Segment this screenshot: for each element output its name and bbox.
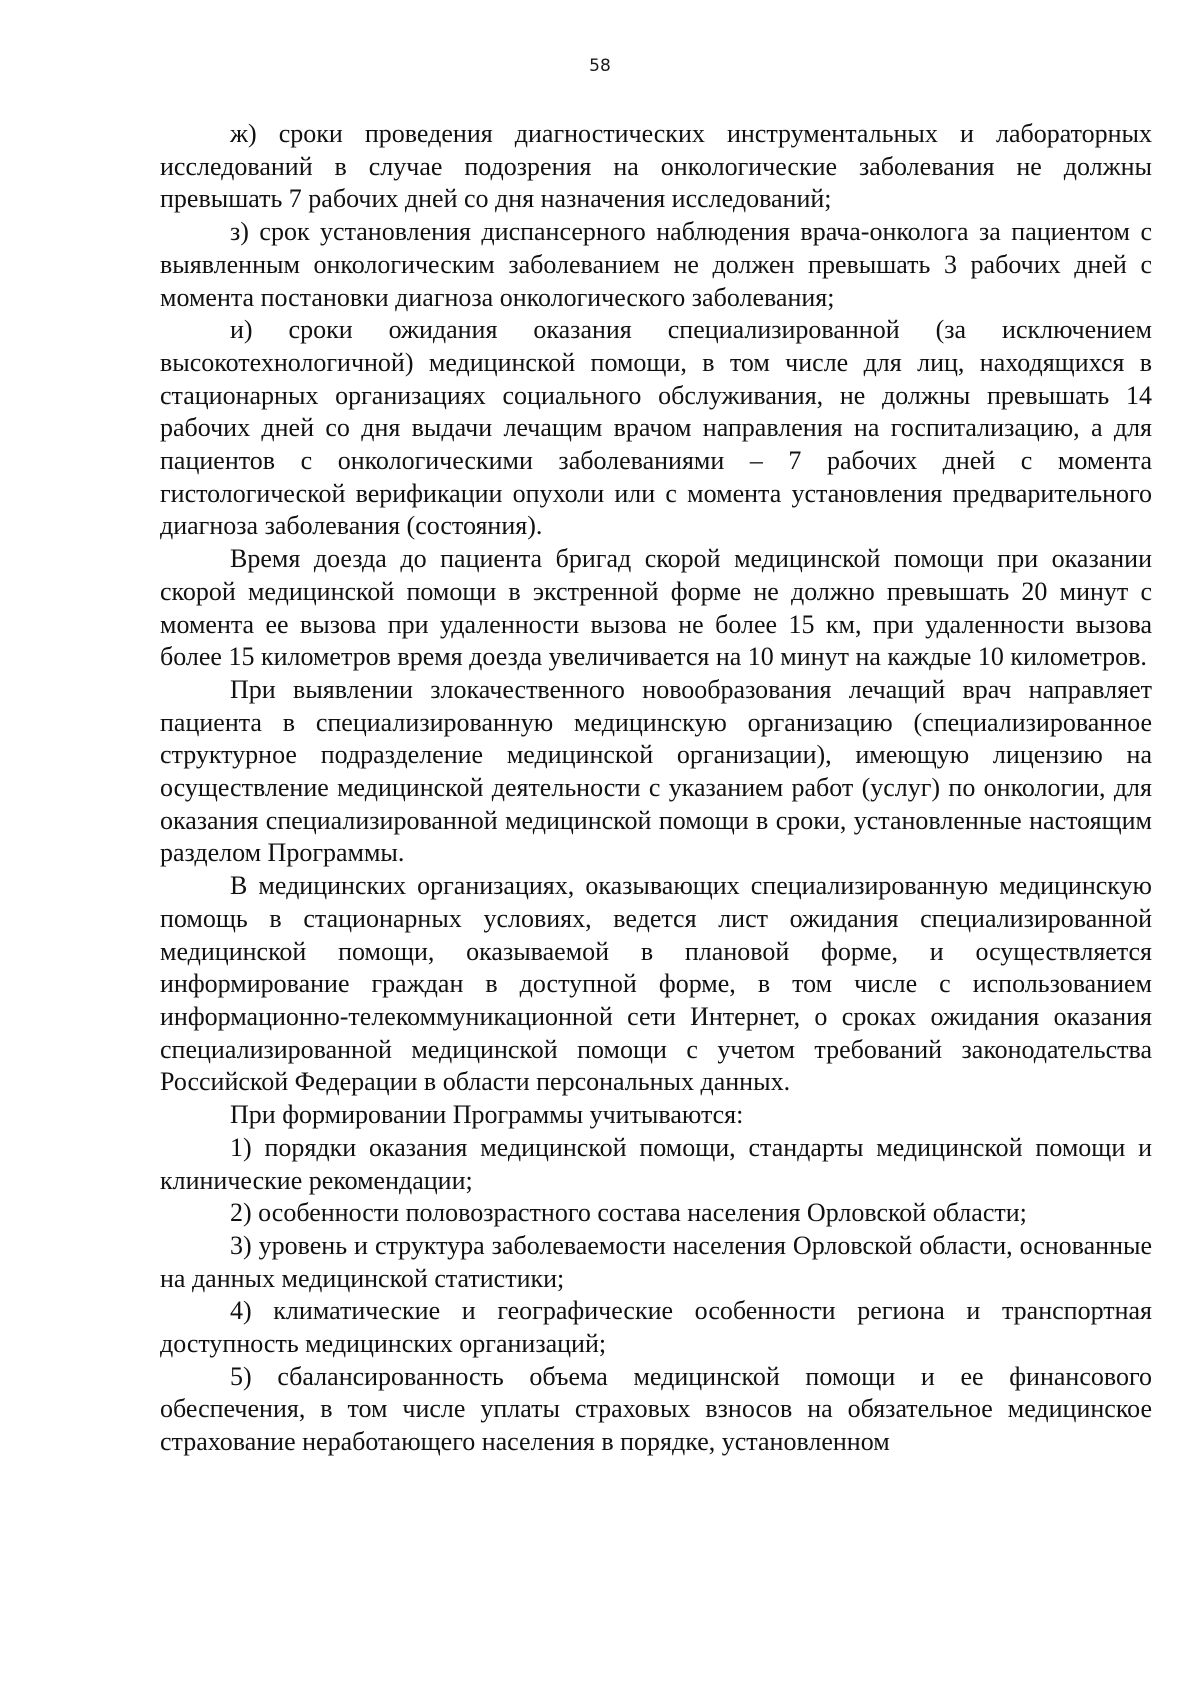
list-item-1: 1) порядки оказания медицинской помощи, стандарты медицинской помощи и клинические рекомендации; <box>160 1132 1152 1195</box>
paragraph-ambulance-arrival-time: Время доезда до пациента бригад скорой медицинской помощи при оказании скорой медицинской помощи в экстренной форме не должно превышать 20 минут с момента ее вызова при удаленности вызова не более 15 км, при удаленности вызова более 15 километров время доезда увеличивается на 10 минут на каждые 10 километров. <box>160 544 1152 672</box>
paragraph-z-dispensary-observation: з) срок установления диспансерного наблюдения врача-онколога за пациентом с выявленным онкологическим заболеванием не должен превышать 3 рабочих дней с момента постановки диагноза онкологического заболевания; <box>160 217 1152 312</box>
list-item-3: 3) уровень и структура заболеваемости населения Орловской области, основанные на данных медицинской статистики; <box>160 1230 1152 1293</box>
paragraph-i-specialized-care-wait: и) сроки ожидания оказания специализированной (за исключением высокотехнологичной) медицинской помощи, в том числе для лиц, находящихся в стационарных организациях социального обслуживания, не должны превышать 14 рабочих дней со дня выдачи лечащим врачом направления на госпитализацию, а для пациентов с онкологическими заболеваниями – 7 рабочих дней с момента гистологической верификации опухоли или с момента установления предварительного диагноза заболевания (состояния). <box>160 315 1152 541</box>
paragraph-zh-diagnostic-terms: ж) сроки проведения диагностических инструментальных и лабораторных исследований в случае подозрения на онкологические заболевания не должны превышать 7 рабочих дней со дня назначения исследований; <box>160 119 1152 214</box>
list-item-2: 2) особенности половозрастного состава населения Орловской области; <box>230 1198 1027 1228</box>
page-number: 58 <box>589 56 611 76</box>
paragraph-program-factors-intro: При формировании Программы учитываются: <box>230 1100 744 1130</box>
paragraph-oncology-referral: При выявлении злокачественного новообразования лечащий врач направляет пациента в специализированную медицинскую организацию (специализированное структурное подразделение медицинской организации), имеющую лицензию на осуществление медицинской деятельности с указанием работ (услуг) по онкологии, для оказания специализированной медицинской помощи в сроки, установленные настоящим разделом Программы. <box>160 674 1152 868</box>
list-item-5: 5) сбалансированность объема медицинской помощи и ее финансового обеспечения, в том числе уплаты страховых взносов на обязательное медицинское страхование неработающего населения в порядке, установленном <box>160 1361 1152 1457</box>
document-body <box>160 118 1152 1459</box>
list-item-4: 4) климатические и географические особенности региона и транспортная доступность медицинских организаций; <box>160 1296 1152 1359</box>
paragraph-waiting-list: В медицинских организациях, оказывающих специализированную медицинскую помощь в стационарных условиях, ведется лист ожидания специализированной медицинской помощи, оказываемой в плановой форме, и осуществляется информирование граждан в доступной форме, в том числе с использованием информационно-телекоммуникационной сети Интернет, о сроках ожидания оказания специализированной медицинской помощи с учетом требований законодательства Российской Федерации в области персональных данных. <box>160 871 1152 1097</box>
